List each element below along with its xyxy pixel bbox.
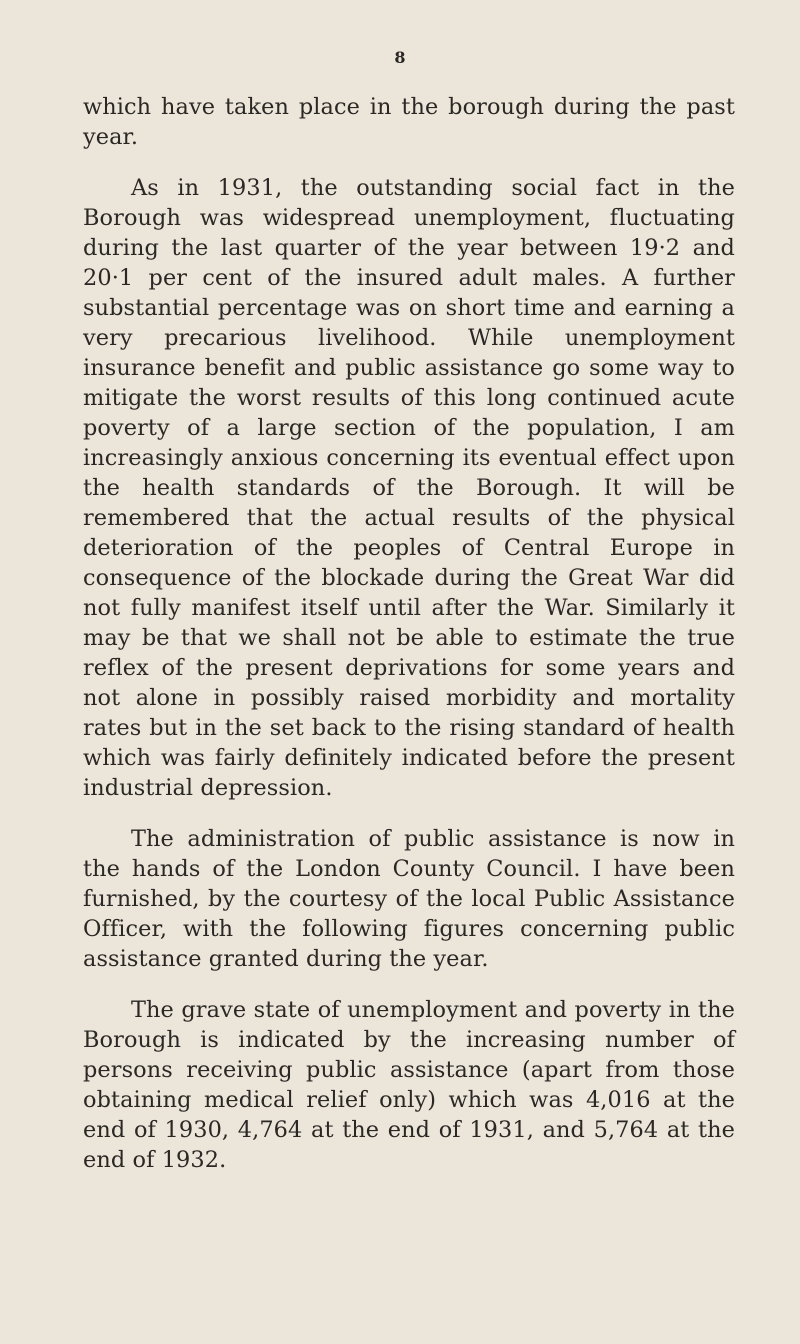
page-number: 8 xyxy=(394,48,406,67)
paragraph-public-assistance: The administration of public assistance is now in the hands of the London County Council. I have been furnished, by the courtesy of the local Public Assistance Officer, with the following figures concerning public assistance granted during the year. xyxy=(83,826,735,972)
paragraph-poverty-figures: The grave state of unemployment and poverty in the Borough is indicated by the increasing number of persons receiving public assistance (apart from those obtaining medical relief only) which was 4,016 at the end of 1930, 4,764 at the end of 1931, and 5,764 at the end of 1932. xyxy=(83,997,735,1173)
body-text xyxy=(83,92,735,1175)
paragraph-unemployment: As in 1931, the outstanding social fact in the Borough was widespread unemployment, fluctuating during the last quarter of the year between 19·2 and 20·1 per cent of the insured adult males. A further substantial percentage was on short time and earning a very precarious livelihood. While unemployment insurance benefit and public assistance go some way to mitigate the worst results of this long continued acute poverty of a large section of the population, I am increasingly anxious concerning its eventual effect upon the health standards of the Borough. It will be remembered that the actual results of the physical deterioration of the peoples of Central Europe in consequence of the blockade during the Great War did not fully manifest itself until after the War. Similarly it may be that we shall not be able to estimate the true reflex of the present deprivations for some years and not alone in possibly raised morbidity and mortality rates but in the set back to the rising standard of health which was fairly definitely indicated before the present industrial depression. xyxy=(83,175,735,801)
paragraph-continuation: which have taken place in the borough during the past year. xyxy=(83,94,735,150)
